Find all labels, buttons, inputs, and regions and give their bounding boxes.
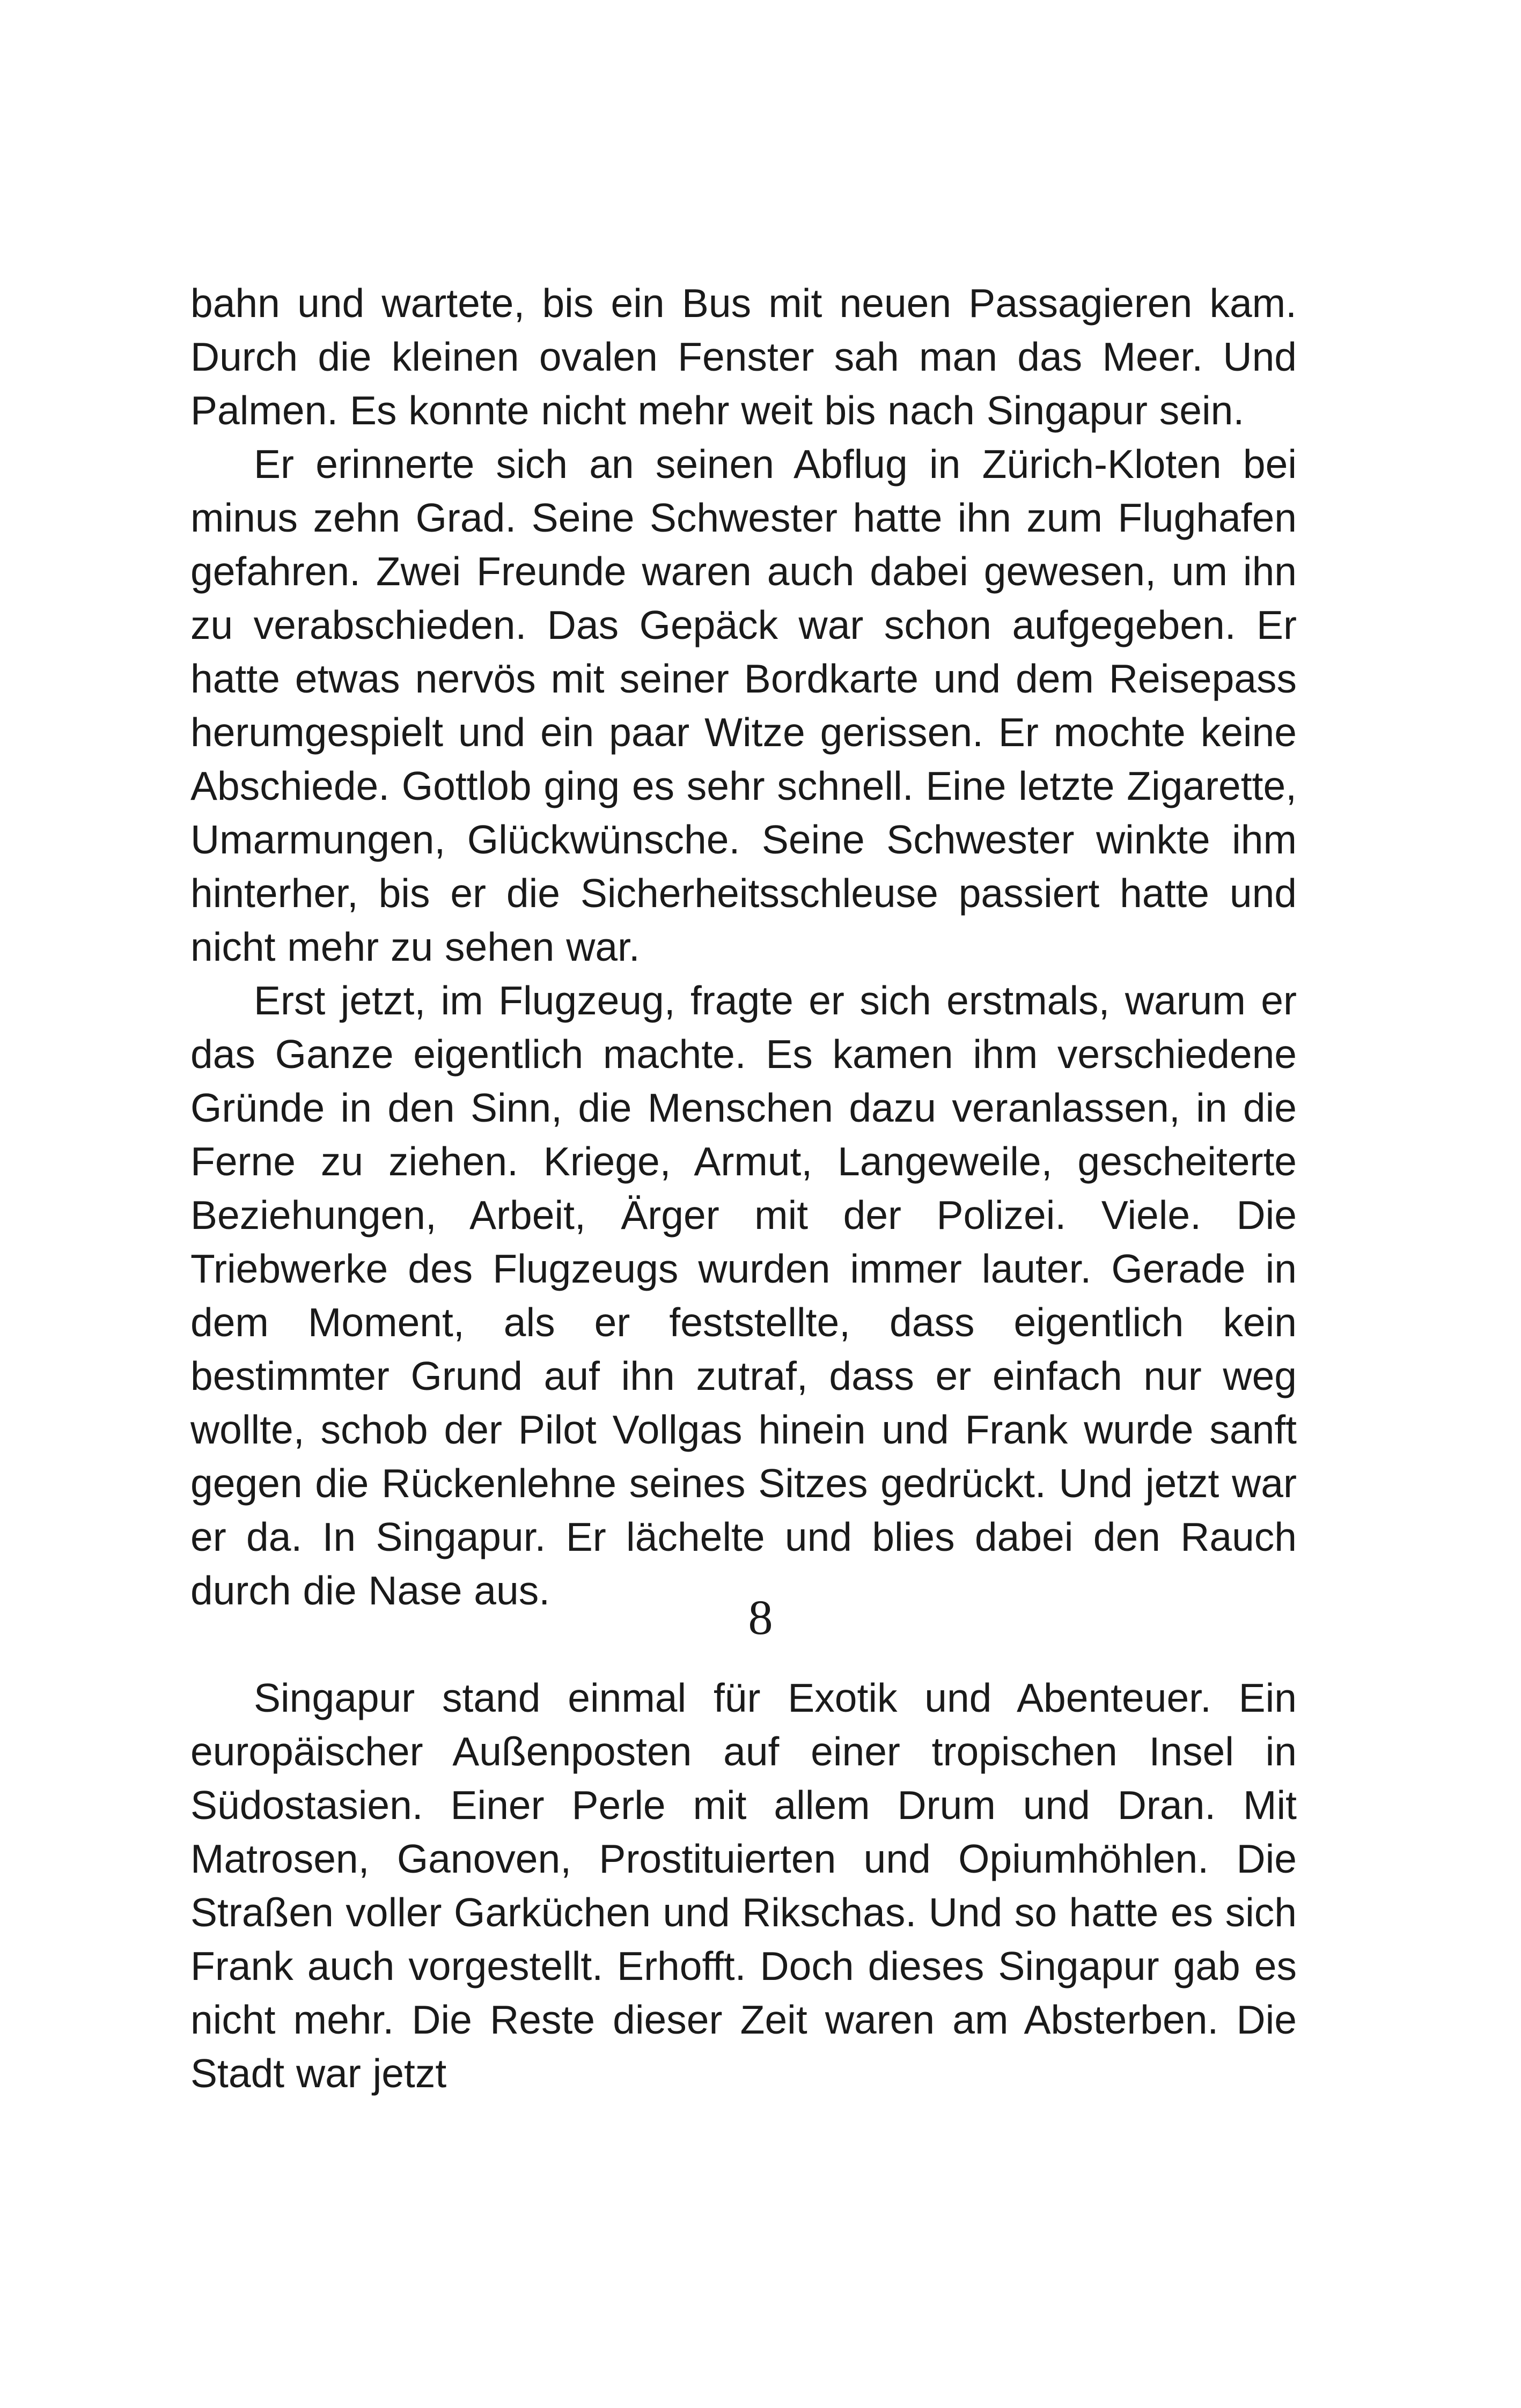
paragraph-singapore: Singapur stand einmal für Exotik und Abenteuer. Ein europäischer Außenposten auf einer tropischen Insel in Südostasien. Einer Perle mit allem Drum und Dran. Mit Matrosen, Ganoven, Prostituierten und Opiumhöhlen. Die Straßen voller Garküchen und Rikschas. Und so hatte es sich Frank auch vorgestellt. Erhofft. Doch dieses Singapur gab es nicht mehr. Die Reste dieser Zeit waren am Absterben. Die Stadt war jetzt: [190, 1675, 1297, 2096]
paragraph-reasons: Erst jetzt, im Flugzeug, fragte er sich erstmals, warum er das Ganze eigentlich machte. Es kamen ihm verschiedene Gründe in den Sinn, die Menschen dazu veranlassen, in die Ferne zu ziehen. Kriege, Armut, Langeweile, gescheiterte Beziehungen, Arbeit, Ärger mit der Polizei. Viele. Die Triebwerke des Flugzeugs wurden immer lauter. Gerade in dem Moment, als er feststellte, dass eigentlich kein bestimmter Grund auf ihn zutraf, dass er einfach nur weg wollte, schob der Pilot Vollgas hinein und Frank wurde sanft gegen die Rückenlehne seines Sitzes gedrückt. Und jetzt war er da. In Singapur. Er lächelte und blies dabei den Rauch durch die Nase aus.: [190, 978, 1297, 1613]
body-text: [190, 276, 1297, 2100]
paragraph-departure: Er erinnerte sich an seinen Abflug in Zürich-Kloten bei minus zehn Grad. Seine Schwester hatte ihn zum Flughafen gefahren. Zwei Freunde waren auch dabei gewesen, um ihn zu verabschieden. Das Gepäck war schon aufgegeben. Er hatte etwas nervös mit seiner Bordkarte und dem Reisepass herumgespielt und ein paar Witze gerissen. Er mochte keine Abschiede. Gottlob ging es sehr schnell. Eine letzte Zigarette, Umarmungen, Glückwünsche. Seine Schwester winkte ihm hinterher, bis er die Sicherheitsschleuse passiert hatte und nicht mehr zu sehen war.: [190, 441, 1297, 969]
page-number: 8: [748, 1590, 773, 1645]
paragraph-continuation: bahn und wartete, bis ein Bus mit neuen Passagieren kam. Durch die kleinen ovalen Fenster sah man das Meer. Und Palmen. Es konnte nicht mehr weit bis nach Singapur sein.: [190, 281, 1297, 433]
